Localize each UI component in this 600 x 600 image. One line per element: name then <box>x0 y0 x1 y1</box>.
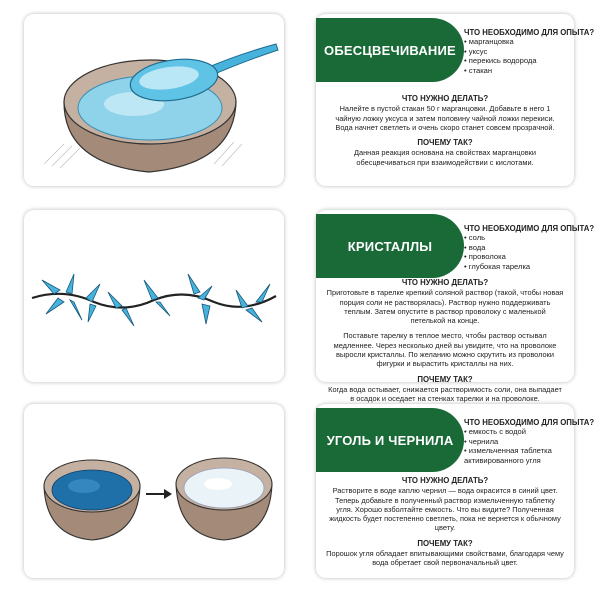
requirement-item: • глубокая тарелка <box>464 262 570 271</box>
explanation-heading: ПОЧЕМУ ТАК? <box>417 374 473 384</box>
requirement-item: • марганцовка <box>464 37 570 46</box>
wire-with-crystals-illustration <box>24 210 284 382</box>
instructions-block <box>326 476 564 568</box>
requirement-item: • стакан <box>464 66 570 75</box>
instructions-text: Растворите в воде каплю чернил — вода окрасится в синий цвет. Теперь добавьте в полученный раствор измельченную таблетку угля. Хорошо взболтайте емкость. Что вы видите? Полученная жидкость будет постепенно светлеть, пока не вернется к обычному цвету. <box>329 486 561 533</box>
card-title-banner <box>316 18 464 82</box>
card-title: КРИСТАЛЛЫ <box>347 238 433 254</box>
requirements-heading: ЧТО НЕОБХОДИМО ДЛЯ ОПЫТА? <box>464 28 595 37</box>
requirement-item: • вода <box>464 243 570 252</box>
illustration-card-crystals <box>24 210 284 382</box>
illustration-card-charcoal-ink <box>24 404 284 578</box>
bowl-with-spoon-illustration <box>24 14 284 186</box>
explanation-text: Данная реакция основана на свойствах марганцовки обесцвечиваться при взаимодействии с кислотами. <box>353 148 536 167</box>
requirement-item: • емкость с водой <box>464 427 570 436</box>
instructions-text: Налейте в пустой стакан 50 г марганцовки. Добавьте в него 1 чайную ложку уксуса и затем половину чайной ложки перекиси. Вода начнет светлеть и очень скоро станет совсем прозрачной. <box>335 104 555 132</box>
requirements-heading: ЧТО НЕОБХОДИМО ДЛЯ ОПЫТА? <box>464 224 595 233</box>
requirement-item: • измельченная таблетка активированного угля <box>464 446 570 465</box>
instructions-heading: ЧТО НУЖНО ДЕЛАТЬ? <box>401 278 489 287</box>
explanation-heading: ПОЧЕМУ ТАК? <box>417 538 473 548</box>
explanation-heading: ПОЧЕМУ ТАК? <box>417 138 473 148</box>
card-title: ОБЕСЦВЕЧИВАНИЕ <box>324 42 456 58</box>
instructions-block <box>326 94 564 167</box>
requirements-block <box>464 224 595 271</box>
requirement-item: • чернила <box>464 437 570 446</box>
instructions-heading: ЧТО НУЖНО ДЕЛАТЬ? <box>401 476 489 485</box>
arrow-right-icon <box>146 489 172 499</box>
explanation-text: Порошок угля обладает впитывающими свойствами, благодаря чему вода обретает свой первоначальный цвет. <box>326 549 564 568</box>
card-title-banner <box>316 408 464 472</box>
requirement-item: • уксус <box>464 47 570 56</box>
requirements-heading: ЧТО НЕОБХОДИМО ДЛЯ ОПЫТА? <box>464 418 595 427</box>
instruction-card-charcoal-ink <box>316 404 595 578</box>
card-title: УГОЛЬ И ЧЕРНИЛА <box>326 432 454 448</box>
explanation-text: Когда вода остывает, снижается растворимость соли, она выпадает в осадок и оседает на стенках тарелки и на проволоке. <box>328 384 562 404</box>
ink-bowl-to-clear-bowl-illustration <box>24 404 284 578</box>
instruction-card-crystals <box>316 210 595 404</box>
requirement-item: • перекись водорода <box>464 56 570 65</box>
instructions-heading: ЧТО НУЖНО ДЕЛАТЬ? <box>401 94 489 103</box>
requirements-block <box>464 418 595 465</box>
instructions-block <box>326 278 564 404</box>
requirement-item: • проволока <box>464 252 570 261</box>
instructions-text-continued: Поставьте тарелку в теплое место, чтобы раствор остывал медленнее. Через несколько дней вы увидите, что на проволоке выросли кристаллы. По желанию можно скрутить из проволоки фигурки и вырастить кристаллы на них. <box>333 331 557 369</box>
instruction-card-decolorization <box>316 14 595 186</box>
requirements-block <box>464 28 595 75</box>
illustration-card-decolorization <box>24 14 284 186</box>
instructions-text: Приготовьте в тарелке крепкий соляной раствор (такой, чтобы новая порция соли не растворялась). Раствор нужно поддерживать теплым. Затем опустите в раствор проволоку с маленькой петелькой на конце. <box>326 288 564 326</box>
requirement-item: • соль <box>464 233 570 242</box>
card-title-banner <box>316 214 464 278</box>
